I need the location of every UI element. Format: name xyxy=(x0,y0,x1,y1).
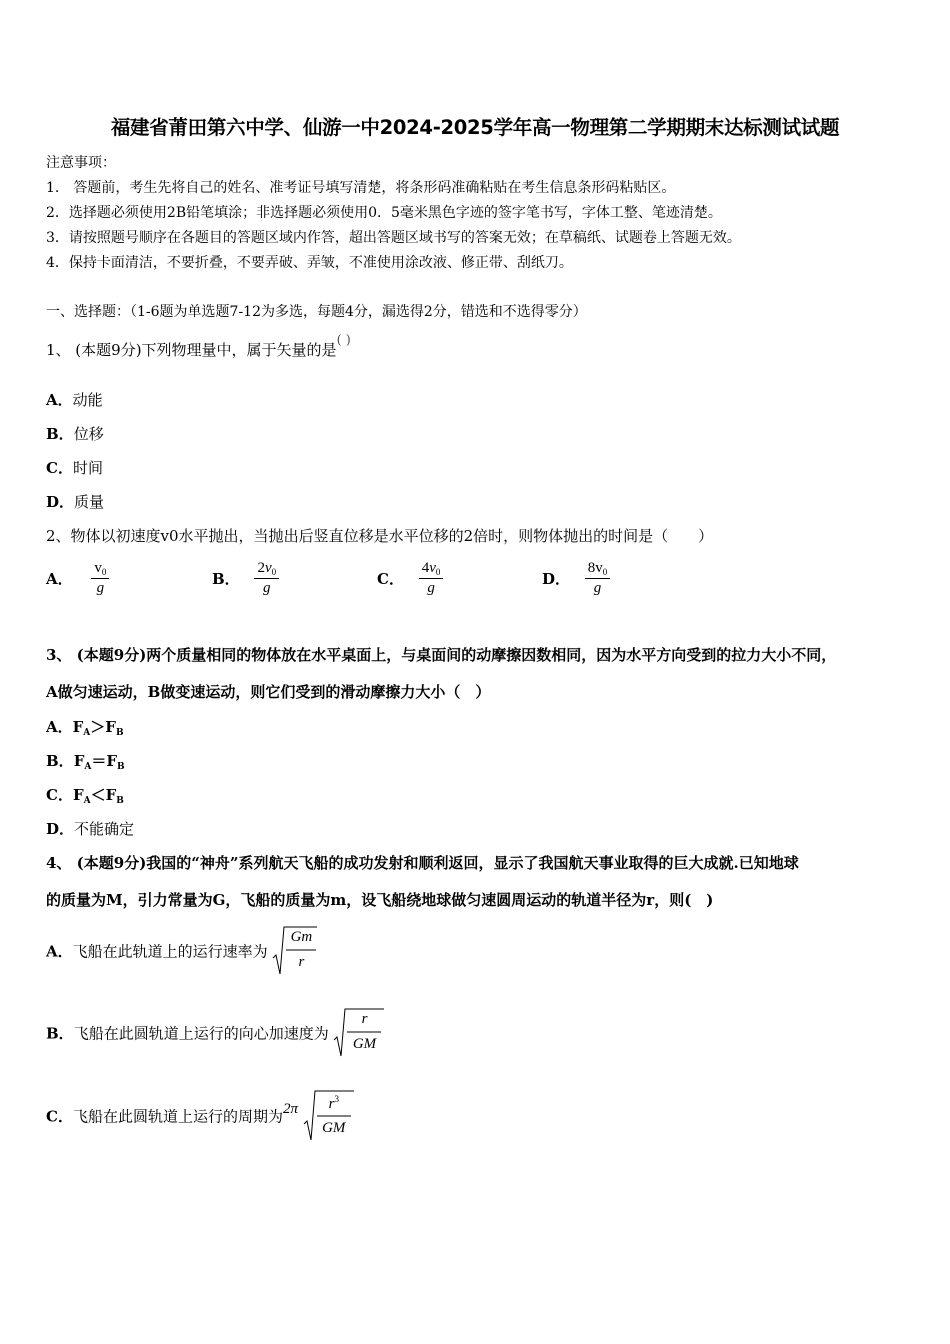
option-a: A． $\frac{v_0}{g}$ xyxy=(46,560,109,597)
section-heading: 一、选择题：（1-6题为单选题7-12为多选，每题4分，漏选得2分，错选和不选得零分） xyxy=(46,304,587,320)
option-d: D．质量 xyxy=(46,493,105,511)
sqrt-expression: $r^3$ GM xyxy=(303,1088,355,1144)
sqrt-expression: r GM xyxy=(333,1006,385,1060)
fraction: $\frac{v_0}{g}$ xyxy=(91,560,109,597)
fraction: $\frac{4v_0}{g}$ xyxy=(419,560,444,597)
fraction: $\frac{2v_0}{g}$ xyxy=(254,560,279,597)
option-b: B．飞船在此圆轨道上运行的向心加速度为 r GM xyxy=(46,1006,385,1060)
option-d: D．不能确定 xyxy=(46,820,135,838)
notice-item: 4．保持卡面清洁，不要折叠，不要弄破、弄皱，不准使用涂改液、修正带、刮纸刀。 xyxy=(46,255,573,271)
sqrt-expression: Gm r xyxy=(272,924,318,978)
option-b: B．$F_A=F_B$ xyxy=(46,752,125,772)
option-b: B． $\frac{2v_0}{g}$ xyxy=(212,560,279,597)
option-c: C．飞船在此圆轨道上运行的周期为2π $r^3$ GM xyxy=(46,1088,355,1144)
question-2-stem: 2、物体以初速度v0水平抛出，当抛出后竖直位移是水平位移的2倍时，则物体抛出的时间是（ ） xyxy=(46,527,714,545)
answer-paren: ( ) xyxy=(336,333,351,348)
option-d: D． $\frac{8v_0}{g}$ xyxy=(542,560,610,597)
option-c: C． $\frac{4v_0}{g}$ xyxy=(377,560,443,597)
fraction: $\frac{8v_0}{g}$ xyxy=(585,560,611,597)
question-3-stem-cont: A做匀速运动，B做变速运动，则它们受到的滑动摩擦力大小（ ） xyxy=(46,683,491,701)
option-c: C．时间 xyxy=(46,459,103,477)
notice-heading: 注意事项： xyxy=(46,155,116,171)
option-a: A．飞船在此轨道上的运行速率为 Gm r xyxy=(46,924,318,978)
question-4-stem-cont: 的质量为M，引力常量为G，飞船的质量为m，设飞船绕地球做匀速圆周运动的轨道半径为r，则( ) xyxy=(46,891,714,909)
question-3-stem: 3、 (本题9分)两个质量相同的物体放在水平桌面上，与桌面间的动摩擦因数相同，因为水平方向受到的拉力大小不同， xyxy=(46,646,837,664)
option-b: B．位移 xyxy=(46,425,104,443)
notice-item: 1. 答题前，考生先将自己的姓名、准考证号填写清楚，将条形码准确粘贴在考生信息条形码粘贴区。 xyxy=(46,180,676,196)
notice-item: 3．请按照题号顺序在各题目的答题区域内作答，超出答题区域书写的答案无效；在草稿纸、试题卷上答题无效。 xyxy=(46,230,741,246)
question-4-stem: 4、 (本题9分)我国的“神舟”系列航天飞船的成功发射和顺利返回，显示了我国航天事业取得的巨大成就.已知地球 xyxy=(46,854,799,872)
option-c: C．$F_A<F_B$ xyxy=(46,786,124,806)
option-a: A．动能 xyxy=(46,391,103,409)
page-title: 福建省莆田第六中学、仙游一中2024-2025学年高一物理第二学期期末达标测试试题 xyxy=(110,116,840,139)
notice-item: 2．选择题必须使用2B铅笔填涂；非选择题必须使用0．5毫米黑色字迹的签字笔书写，字体工整、笔迹清楚。 xyxy=(46,205,722,221)
question-1-stem: 1、 (本题9分)下列物理量中，属于矢量的是( ) xyxy=(46,333,351,359)
option-a: A．$F_A>F_B$ xyxy=(46,718,124,738)
